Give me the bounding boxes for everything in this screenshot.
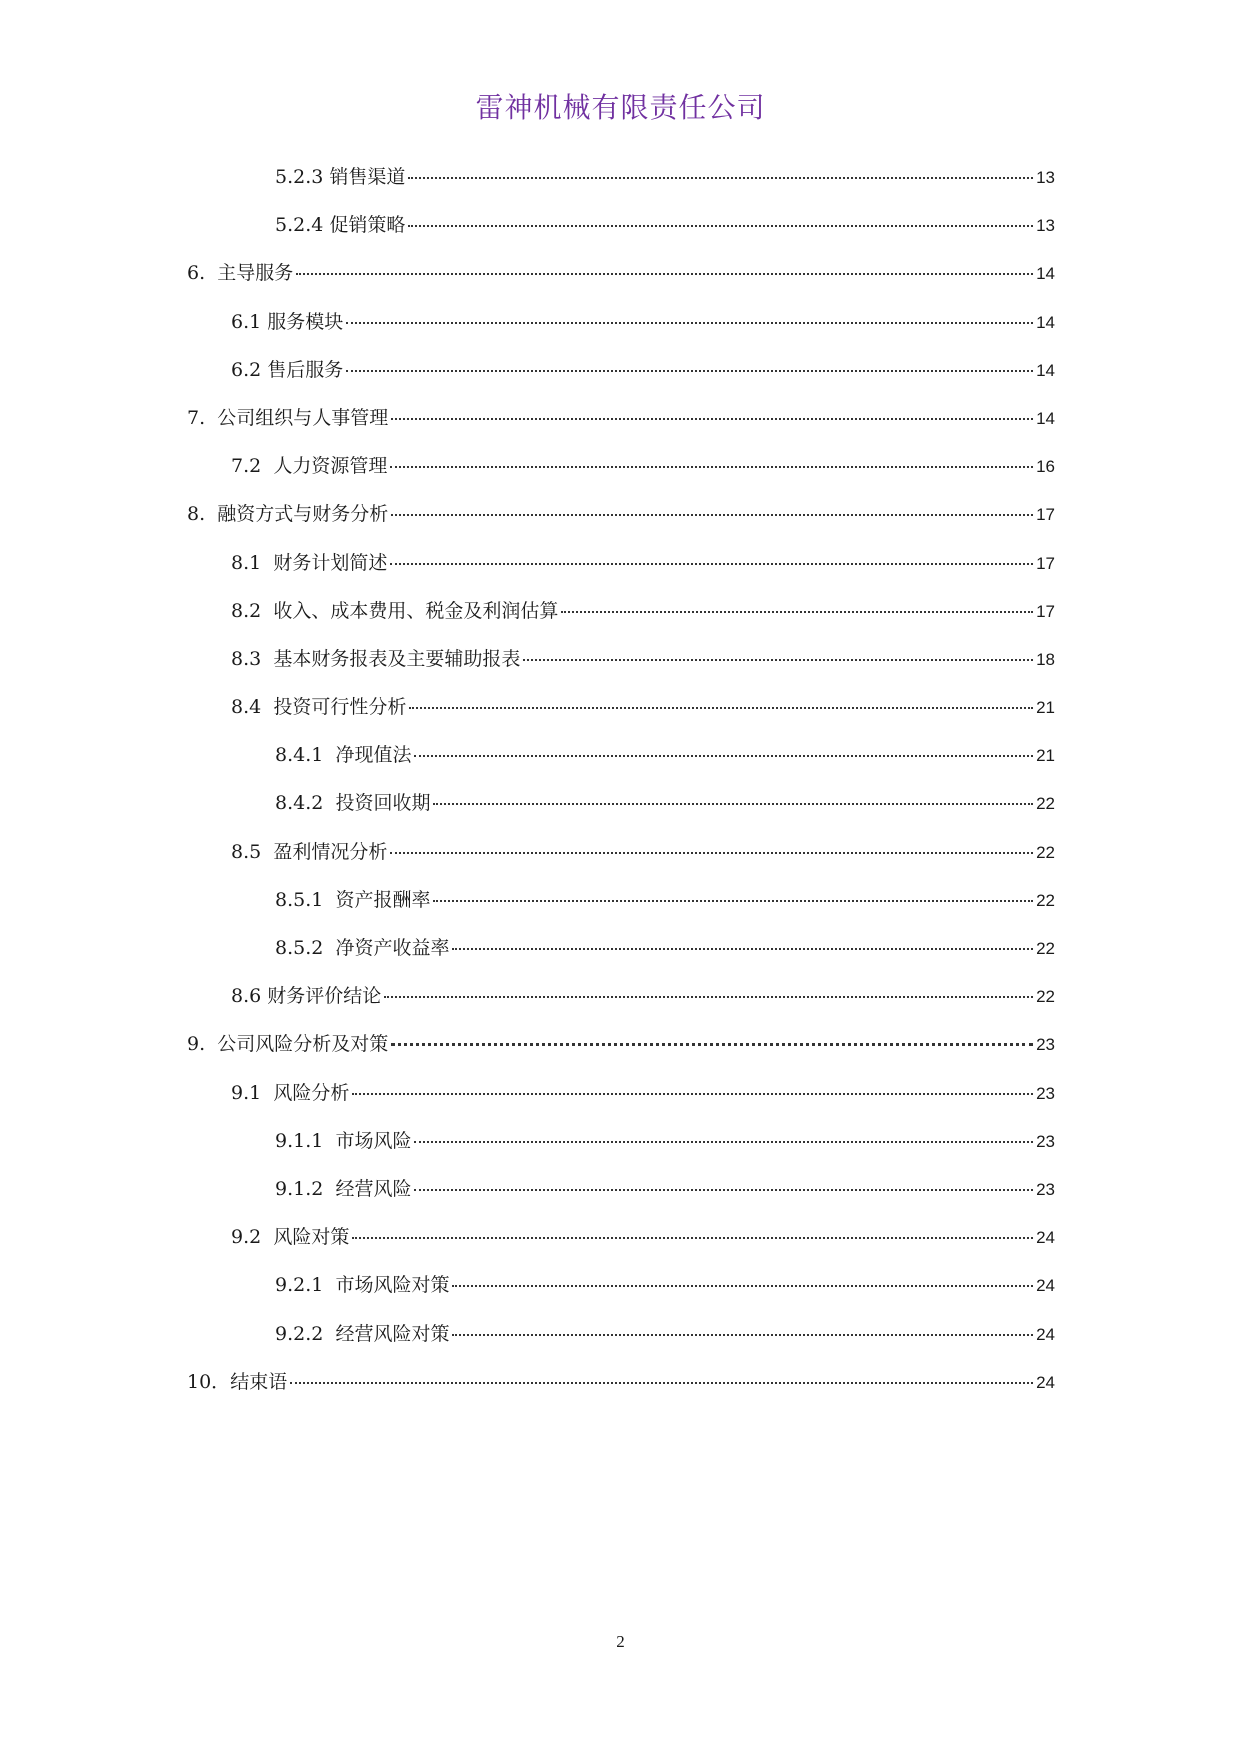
toc-entry-page: 13 — [1036, 216, 1055, 236]
toc-leader-dots — [523, 659, 1033, 661]
toc-entry-title: 收入、成本费用、税金及利润估算 — [273, 599, 559, 622]
toc-entry-title: 资产报酬率 — [335, 888, 431, 911]
toc-entry[interactable] — [187, 210, 1055, 258]
toc-leader-dots — [408, 177, 1033, 179]
toc-entry[interactable] — [187, 740, 1055, 788]
toc-entry-page: 14 — [1036, 408, 1055, 428]
toc-leader-dots — [390, 563, 1033, 565]
toc-entry-title: 销售渠道 — [329, 166, 406, 188]
toc-entry[interactable] — [187, 1174, 1055, 1222]
toc-leader-dots — [390, 466, 1033, 468]
toc-entry-page: 22 — [1036, 939, 1055, 958]
toc-entry-title: 促销策略 — [329, 214, 406, 237]
toc-entry-number: 9.2.2 — [275, 1322, 324, 1345]
toc-entry-title: 结束语 — [230, 1370, 288, 1393]
toc-entry-title: 人力资源管理 — [273, 455, 388, 478]
toc-entry-title: 公司组织与人事管理 — [217, 406, 389, 429]
table-of-contents — [187, 162, 1055, 1415]
toc-leader-dots — [414, 1189, 1033, 1191]
toc-entry[interactable] — [187, 451, 1055, 499]
toc-entry-page: 22 — [1036, 794, 1055, 814]
toc-entry[interactable] — [187, 1270, 1055, 1318]
toc-entry-title: 市场风险对策 — [335, 1274, 450, 1297]
toc-entry-page: 24 — [1036, 1324, 1055, 1344]
toc-entry-title: 财务计划简述 — [273, 551, 388, 574]
toc-entry-title: 经营风险对策 — [335, 1322, 450, 1345]
toc-entry-page: 17 — [1036, 553, 1055, 573]
toc-entry-page: 23 — [1036, 1083, 1055, 1103]
toc-entry-number: 8.1 — [231, 551, 262, 574]
toc-entry-title: 主导服务 — [217, 262, 294, 285]
toc-entry[interactable] — [187, 1319, 1055, 1367]
toc-entry[interactable] — [187, 355, 1055, 403]
toc-entry-page: 23 — [1036, 1035, 1055, 1055]
toc-entry-number: 8.4 — [231, 696, 262, 719]
toc-leader-dots — [408, 225, 1033, 227]
toc-leader-dots — [452, 948, 1033, 950]
toc-entry[interactable] — [187, 933, 1055, 981]
toc-entry[interactable] — [187, 1078, 1055, 1126]
toc-entry-title: 投资回收期 — [335, 792, 431, 815]
toc-entry-number: 8.6 — [231, 985, 262, 1008]
toc-entry-number: 9.1.2 — [275, 1177, 324, 1200]
toc-entry-title: 风险对策 — [273, 1226, 350, 1249]
toc-entry-page: 21 — [1036, 746, 1055, 766]
toc-entry-page: 18 — [1036, 649, 1055, 669]
toc-entry[interactable] — [187, 1222, 1055, 1270]
toc-leader-dots — [433, 803, 1033, 805]
toc-entry-page: 22 — [1036, 842, 1055, 862]
toc-entry-title: 财务评价结论 — [267, 985, 382, 1008]
toc-entry[interactable] — [187, 1367, 1055, 1415]
toc-entry-number: 10． — [187, 1370, 231, 1393]
toc-entry-number: 6. — [187, 262, 206, 285]
toc-entry-page: 24 — [1036, 1372, 1055, 1392]
toc-entry-number: 8.2 — [231, 599, 262, 622]
toc-leader-dots — [433, 900, 1033, 902]
toc-entry-number: 8.4.2 — [275, 792, 324, 815]
toc-leader-dots — [452, 1334, 1033, 1336]
toc-leader-dots — [391, 418, 1033, 420]
toc-entry[interactable] — [187, 644, 1055, 692]
toc-entry-page: 22 — [1036, 987, 1055, 1007]
toc-entry-title: 经营风险 — [335, 1177, 412, 1200]
toc-entry-page: 14 — [1036, 264, 1055, 284]
toc-entry-number: 5.2.4 — [275, 214, 324, 237]
toc-leader-dots — [290, 1382, 1033, 1384]
toc-leader-dots — [391, 514, 1033, 516]
toc-entry-title: 市场风险 — [335, 1129, 412, 1152]
toc-entry-title: 净现值法 — [335, 744, 412, 767]
page-header-company: 雷神机械有限责任公司 — [475, 91, 766, 124]
toc-entry-page: 14 — [1036, 312, 1055, 332]
toc-entry-number: 8.5.2 — [275, 937, 324, 959]
toc-entry-page: 13 — [1036, 168, 1055, 187]
toc-entry-title: 风险分析 — [273, 1081, 350, 1104]
toc-entry-number: 9.1.1 — [275, 1129, 324, 1152]
toc-entry-page: 24 — [1036, 1228, 1055, 1248]
toc-entry-title: 基本财务报表及主要辅助报表 — [273, 647, 521, 670]
toc-entry-title: 净资产收益率 — [335, 937, 450, 959]
toc-entry-title: 融资方式与财务分析 — [217, 503, 389, 526]
toc-entry-number: 9.2 — [231, 1226, 262, 1249]
toc-entry-number: 5.2.3 — [275, 166, 324, 188]
toc-leader-dots — [346, 322, 1033, 324]
toc-entry[interactable] — [187, 307, 1055, 355]
toc-entry-page: 23 — [1036, 1131, 1055, 1151]
toc-leader-dots — [452, 1285, 1033, 1287]
toc-entry-number: 8.4.1 — [275, 744, 324, 767]
toc-leader-dots — [390, 852, 1033, 854]
toc-entry-number: 7. — [187, 406, 206, 429]
toc-entry-title: 投资可行性分析 — [273, 696, 407, 719]
toc-entry[interactable] — [187, 788, 1055, 836]
toc-entry-title: 售后服务 — [267, 358, 344, 381]
toc-entry-page: 16 — [1036, 457, 1055, 477]
toc-leader-dots — [296, 273, 1033, 275]
toc-entry[interactable] — [187, 596, 1055, 644]
toc-leader-dots — [346, 370, 1033, 372]
toc-entry[interactable] — [187, 258, 1055, 306]
toc-entry-number: 8.5 — [231, 840, 262, 863]
toc-entry-number: 9. — [187, 1033, 206, 1056]
toc-entry[interactable] — [187, 885, 1055, 933]
toc-entry-number: 7.2 — [231, 455, 262, 478]
toc-entry-page: 24 — [1036, 1276, 1055, 1296]
toc-entry-number: 9.1 — [231, 1081, 262, 1104]
toc-entry[interactable] — [187, 837, 1055, 885]
toc-entry-title: 盈利情况分析 — [273, 840, 388, 863]
toc-entry-page: 21 — [1036, 698, 1055, 718]
toc-entry-number: 8.3 — [231, 647, 262, 670]
toc-leader-dots — [352, 1093, 1033, 1095]
toc-entry-title: 公司风险分析及对策 — [217, 1033, 389, 1056]
toc-leader-dots — [391, 1043, 1033, 1046]
page-number: 2 — [616, 1632, 625, 1651]
toc-entry-title: 服务模块 — [267, 310, 344, 333]
toc-entry-number: 8. — [187, 503, 206, 526]
toc-entry[interactable] — [187, 499, 1055, 547]
toc-leader-dots — [414, 1141, 1033, 1143]
toc-entry-page: 23 — [1036, 1179, 1055, 1199]
toc-leader-dots — [561, 611, 1033, 613]
toc-entry-number: 6.1 — [231, 310, 262, 333]
toc-leader-dots — [409, 707, 1033, 709]
toc-entry-page: 22 — [1036, 890, 1055, 910]
toc-leader-dots — [352, 1237, 1033, 1239]
toc-entry-page: 14 — [1036, 360, 1055, 380]
toc-leader-dots — [384, 996, 1033, 998]
toc-entry[interactable] — [187, 1029, 1055, 1077]
toc-entry[interactable] — [187, 162, 1055, 210]
toc-leader-dots — [414, 755, 1033, 757]
toc-entry-page: 17 — [1036, 505, 1055, 525]
toc-entry-number: 8.5.1 — [275, 888, 324, 911]
toc-entry[interactable] — [187, 548, 1055, 596]
toc-entry[interactable] — [187, 981, 1055, 1029]
toc-entry[interactable] — [187, 692, 1055, 740]
toc-entry[interactable] — [187, 403, 1055, 451]
toc-entry-number: 9.2.1 — [275, 1274, 324, 1297]
toc-entry[interactable] — [187, 1126, 1055, 1174]
toc-entry-page: 17 — [1036, 601, 1055, 621]
toc-entry-number: 6.2 — [231, 358, 262, 381]
